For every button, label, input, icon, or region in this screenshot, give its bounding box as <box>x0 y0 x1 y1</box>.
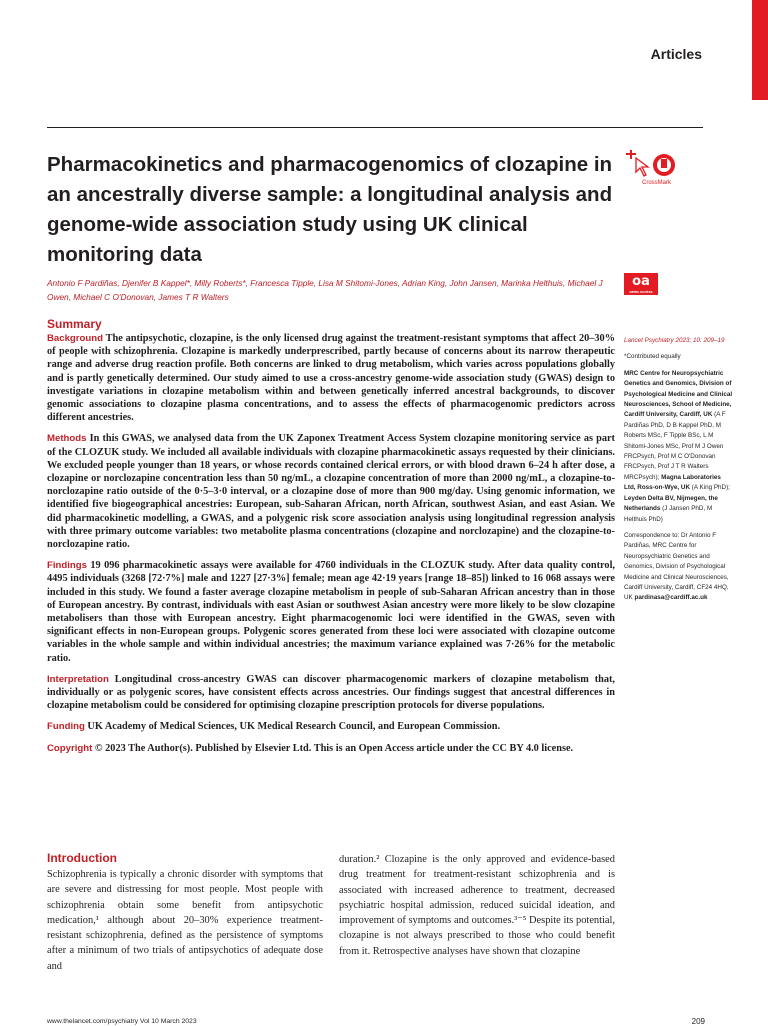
introduction-heading: Introduction <box>47 851 117 865</box>
abstract-funding <box>47 720 615 733</box>
author-list: Antonio F Pardiñas, Djenifer B Kappel*, Milly Roberts*, Francesca Tipple, Lisa M Shitomi-Jones, Adrian King, John Jansen, Marinka Helthuis, Michael J Owen, Michael C O'Donovan, James T R Walters <box>47 278 603 302</box>
abstract-background <box>47 332 615 424</box>
correspondence <box>624 531 734 604</box>
funding-text: UK Academy of Medical Sciences, UK Medical Research Council, and European Commission. <box>87 721 501 733</box>
correspondence-email[interactable]: pardinasa@cardiff.ac.uk <box>634 594 708 602</box>
affiliation-3-name: Leyden Delta BV, Nijmegen, the Netherlands <box>624 494 718 513</box>
findings-text: 19 096 pharmacokinetic assays were available for 4760 individuals in the CLOZUK study. After data quality control, 4495 individuals (3268 [72·7%] male and 1227 [27·3%] female; mean age 42·19 years [range 18–85]) linked to 16 068 assays were included in this study. We found a faster average clozapine metabolism in people of sub-Saharan African ancestry than in those of European ancestry. By contrast, individuals with east Asian or southwest Asian ancestry were more likely to be slow clozapine metabolisers than those with European ancestry. Eight pharmacogenomic loci were identified in the GWAS, seven with significant effects in non-European groups. Polygenic scores generated from these loci were associated with clozapine outcome variables in the whole sample and within individual ancestries; the maximum variance explained was 7·26% for the metabolic ratio. <box>47 560 616 664</box>
interpretation-text: Longitudinal cross-ancestry GWAS can discover pharmacogenomic markers of clozapine metabolism that, individually or as polygenic scores, have consistent effects across ancestries. Our findings suggest that ancestral differences in clozapine metabolism could be considered for optimising clozapine prescription protocols for diverse populations. <box>47 673 616 712</box>
copyright-text: © 2023 The Author(s). Published by Elsevier Ltd. This is an Open Access article under the CC BY 4.0 license. <box>94 742 574 754</box>
summary-heading: Summary <box>47 317 102 331</box>
affiliations <box>624 369 734 525</box>
affiliation-1-name: MRC Centre for Neuropsychiatric Genetics and Genomics, Division of Psychological Medicine and Clinical Neurosciences, School of Medicine, Cardiff University, Cardiff, UK <box>624 369 733 419</box>
footer-journal-info[interactable]: www.thelancet.com/psychiatry Vol 10 March 2023 <box>47 1018 197 1025</box>
summary-section <box>47 316 615 763</box>
page-number: 209 <box>691 1017 705 1026</box>
open-access-sublabel: OPEN ACCESS <box>629 290 653 294</box>
abstract-methods <box>47 432 615 551</box>
contributed-note: *Contributed equally <box>624 353 681 361</box>
affiliation-2-name: Magna Laboratories Ltd, Ross-on-Wye, UK <box>624 473 721 492</box>
background-label: Background <box>47 333 103 344</box>
methods-text: In this GWAS, we analysed data from the UK Zaponex Treatment Access System clozapine monitoring service as part of the CLOZUK study. We included all available individuals with clozapine pharmacokinetic assays requested by their clinicians. We excluded people younger than 18 years, or whose records contained clerical errors, or with blood drawn 6–24 h after dose, a clozapine or norclozapine concentration less than 50 ng/mL, a clozapine concentration of more than 2000 ng/mL, a clozapine-to-norclozapine ratio outside of the 0·5–3·0 interval, or a clozapine dose of more than 900 mg/day. Using genomic information, we identified five biogeographical ancestries: European, sub-Saharan African, north African, southwest Asian, and east Asian. We did pharmacokinetic modelling, a GWAS, and a polygenic risk score association analysis using longitudinal regression analysis with three primary outcome variables: two metabolite plasma concentrations (clozapine and norclozapine) and the clozapine-to-norclozapine ratio. <box>47 433 615 551</box>
crossmark-label: CrossMark <box>642 180 672 186</box>
findings-label: Findings <box>47 560 87 572</box>
section-label: Articles <box>650 46 702 62</box>
affiliation-1-people: (A F Pardiñas PhD, D B Kappel PhD, M Roberts MSc, F Tipple BSc, L M Shitomi-Jones MSc, Prof M J Owen FRCPsych, Prof M C O'Donovan FRCPsych, Prof J T R Walters MRCPsych); <box>624 411 726 481</box>
copyright-label: Copyright <box>47 742 93 754</box>
abstract-findings <box>47 559 615 665</box>
methods-label: Methods <box>47 433 87 445</box>
introduction-column-2: duration.² Clozapine is the only approved and evidence-based drug treatment for treatment-resistant schizophrenia and is associated with increased adherence to treatment, decreased psychiatric hospital admission, reduced suicidal ideation, and improvement of symptoms and outcomes.³⁻⁵ Despite its potential, clozapine is not always prescribed to those who could benefit from it. Retrospective analyses have shown that clozapine <box>339 854 615 957</box>
introduction-column-1: Schizophrenia is typically a chronic disorder with symptoms that are severe and distressing for most people. Most people with schizophrenia obtain some benefit from antipsychotic medication,¹ although about 20–30% experience treatment-resistant schizophrenia, defined as the persistence of symptoms after a minimum of two trials of antipsychotics of adequate dose and <box>47 869 323 972</box>
affiliation-3-people: (J Jansen PhD, M Helthuis PhD) <box>624 505 713 523</box>
funding-label: Funding <box>47 721 85 733</box>
affiliation-2-people: (A King PhD); <box>691 484 730 492</box>
sidebar-notes <box>624 336 734 610</box>
edge-color-bar <box>752 0 768 100</box>
journal-citation[interactable]: Lancet Psychiatry 2023; 10: 209–19 <box>624 337 725 344</box>
abstract-copyright <box>47 742 615 755</box>
background-text: The antipsychotic, clozapine, is the only licensed drug against the treatment-resistant symptoms that affect 20–30% of people with schizophrenia. Clozapine is markedly underprescribed, partly because of concerns about its narrow therapeutic range and adverse drug reaction profile. Both concerns are linked to drug metabolism, which varies across populations globally and is partly genetically determined. Our study aimed to use a cross-ancestry genome-wide association study (GWAS) design to investigate variations in clozapine metabolism within and between genetically inferred ancestral backgrounds, to discover genomic associations to clozapine plasma concentrations, and to assess the effects of pharmacogenomic predictors across different ancestries. <box>47 333 615 424</box>
abstract-interpretation <box>47 673 615 713</box>
article-title: Pharmacokinetics and pharmacogenomics of clozapine in an ancestrally diverse sample: a longitudinal analysis and genome-wide association study using UK clinical monitoring data <box>47 153 613 266</box>
open-access-icon <box>624 273 658 295</box>
correspondence-address: Correspondence to: Dr Antonio F Pardiñas, MRC Centre for Neuropsychiatric Genetics and Genomics, Division of Psychological Medicine and Clinical Neurosciences, Cardiff University, Cardiff, CF24 4HQ, UK <box>624 531 729 602</box>
header-rule <box>47 127 703 128</box>
open-access-label: oa <box>632 274 650 289</box>
interpretation-label: Interpretation <box>47 673 109 685</box>
